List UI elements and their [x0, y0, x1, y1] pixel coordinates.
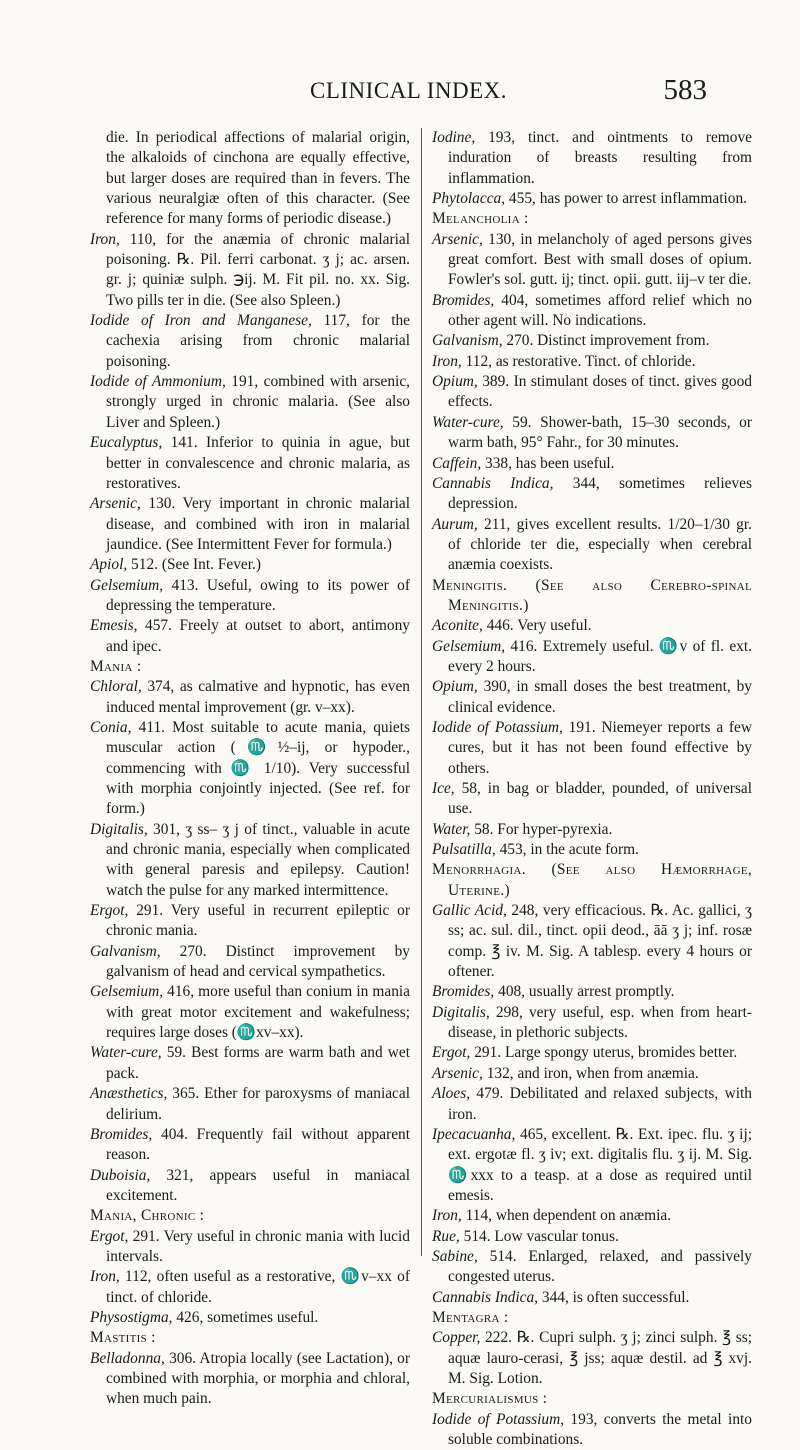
right-column	[432, 128, 752, 1450]
index-entry	[90, 1349, 410, 1410]
index-entry	[432, 352, 752, 372]
index-entry	[90, 901, 410, 942]
entry-text: 291. Very useful in chronic mania with lucid intervals.	[106, 1227, 410, 1265]
index-entry	[90, 820, 410, 901]
entry-term: Iodide of Ammonium,	[90, 373, 226, 391]
entry-text: 514. Enlarged, relaxed, and passively congested uterus.	[448, 1247, 752, 1286]
entry-text: 404, sometimes afford relief which no other agent will. No indications.	[448, 291, 752, 330]
entry-term: Galvanism,	[90, 942, 161, 960]
entry-text: 301, ʒ ss– ʒ j of tinct., valuable in acute and chronic mania, especially when complicated with general paresis and epilepsy. Caution! watch the pulse for any marked intermittence.	[106, 820, 410, 899]
section-heading: Mastitis :	[90, 1329, 156, 1347]
entry-text: 298, very useful, esp. when from heart-disease, in plethoric subjects.	[448, 1003, 752, 1042]
entry-text: 270. Distinct improvement from.	[502, 332, 710, 350]
running-header	[0, 72, 800, 112]
index-entry	[432, 413, 752, 454]
index-entry	[432, 372, 752, 413]
entry-term: Emesis,	[90, 617, 138, 635]
entry-text: 291. Very useful in recurrent epileptic or chronic mania.	[106, 902, 410, 940]
entry-text: 114, when dependent on anæmia.	[461, 1207, 672, 1225]
entry-term: Iodide of Potassium,	[432, 718, 563, 736]
index-entry	[90, 982, 410, 1043]
entry-term: Arsenic,	[432, 230, 483, 248]
entry-term: Anæsthetics,	[90, 1085, 168, 1103]
entry-term: Pulsatilla,	[432, 841, 496, 859]
index-entry	[432, 1003, 752, 1044]
entry-text: 211, gives excellent results. 1/20–1/30 gr. of chloride ter die, especially when cerebral anæmia coexists.	[448, 515, 752, 574]
entry-term: Ergot,	[432, 1044, 471, 1062]
entry-term: Aconite,	[432, 617, 483, 635]
section-heading: Mania, Chronic :	[90, 1207, 205, 1225]
entry-term: Caffein,	[432, 454, 482, 472]
index-entry	[432, 291, 752, 332]
index-entry	[432, 189, 752, 209]
entry-term: Gelsemium,	[90, 576, 164, 594]
entry-term: Digitalis,	[432, 1003, 490, 1021]
entry-text: 344, sometimes relieves depression.	[448, 474, 752, 513]
entry-term: Gallic Acid,	[432, 902, 507, 920]
entry-term: Bromides,	[90, 1125, 153, 1143]
index-entry	[432, 616, 752, 636]
entry-term: Ergot,	[90, 1227, 129, 1245]
entry-term: Ergot,	[90, 902, 129, 920]
entry-text: 141. Inferior to quinia in ague, but better in convalescence and chronic malaria, as restoratives.	[106, 434, 410, 492]
entry-text: 411. Most suitable to acute mania, quiets muscular action (♏½–ij, or hypoder., commencing with ♏ 1/10). Very successful with morphia conjointly injected. (See ref. for form.)	[106, 718, 410, 818]
continued-paragraph: die. In periodical affections of malarial origin, the alkaloids of cinchona are equally effective, but larger doses are required than in fevers. The various neuralgiæ often of this character. (See reference for many forms of periodic disease.)	[106, 129, 410, 228]
column-divider	[421, 128, 422, 1256]
entry-text: 130, in melancholy of aged persons gives great comfort. Best with small doses of opium. Fowler's sol. gutt. ij; tinct. opii. gutt. iij–v ter die.	[448, 230, 752, 289]
section-heading: Melancholia :	[432, 210, 529, 228]
entry-term: Arsenic,	[432, 1064, 483, 1082]
entry-text: 479. Debilitated and relaxed subjects, with iron.	[448, 1085, 752, 1123]
entry-term: Water-cure,	[90, 1044, 162, 1062]
entry-text: 374, as calmative and hypnotic, has even induced mental improvement (gr. v–xx).	[106, 678, 410, 716]
index-entry	[432, 128, 752, 189]
entry-text: 130. Very important in chronic malarial disease, and combined with iron in malarial jaundice. (See Intermittent Fever for formula.)	[106, 495, 410, 553]
index-entry	[90, 718, 410, 820]
page-number: 583	[663, 74, 707, 106]
entry-term: Chloral,	[90, 678, 142, 696]
entry-text: 112, often useful as a restorative, ♏v–xx of tinct. of chloride.	[106, 1268, 410, 1306]
entry-term: Cannabis Indica,	[432, 474, 554, 492]
entry-term: Iron,	[432, 352, 462, 370]
entry-term: Iodide of Iron and Manganese,	[90, 312, 312, 330]
index-entry	[90, 1227, 410, 1268]
entry-text: 453, in the acute form.	[495, 841, 639, 859]
index-entry	[432, 637, 752, 678]
index-entry	[90, 1084, 410, 1125]
entry-term: Water-cure,	[432, 413, 504, 431]
index-entry	[432, 230, 752, 291]
entry-term: Galvanism,	[432, 332, 503, 350]
entry-text: 222. ℞. Cupri sulph. ʒ j; zinci sulph. ℥ ss; aquæ lauro-cerasi, ℥ jss; aquæ destil. ad ℥ xvj. M. Sig. Lotion.	[448, 1329, 752, 1387]
index-entry	[432, 1227, 752, 1247]
index-entry	[432, 840, 752, 860]
index-entry	[432, 1043, 752, 1063]
entry-text: 112, as restorative. Tinct. of chloride.	[461, 352, 696, 370]
entry-term: Gelsemium,	[432, 637, 506, 655]
index-entry	[90, 576, 410, 617]
index-entry	[90, 230, 410, 311]
entry-text: 389. In stimulant doses of tinct. gives good effects.	[448, 373, 752, 411]
index-entry	[90, 494, 410, 555]
index-entry	[90, 1267, 410, 1308]
entry-term: Belladonna,	[90, 1349, 165, 1367]
entry-term: Physostigma,	[90, 1308, 173, 1326]
entry-text: 514. Low vascular tonus.	[459, 1227, 619, 1245]
entry-text: 404. Frequently fail without apparent reason.	[106, 1125, 410, 1164]
entry-text: 446. Very useful.	[482, 617, 592, 635]
index-entry	[90, 942, 410, 983]
entry-term: Iodine,	[432, 129, 476, 146]
index-entry	[432, 1084, 752, 1125]
entry-text: 457. Freely at outset to abort, antimony and ipec.	[106, 617, 410, 655]
entry-term: Gelsemium,	[90, 983, 164, 1001]
section-heading: Mentagra :	[432, 1308, 509, 1326]
index-entry	[432, 1206, 752, 1226]
entry-text: 426, sometimes useful.	[172, 1308, 319, 1326]
index-entry	[90, 311, 410, 372]
entry-term: Digitalis,	[90, 820, 148, 838]
index-entry	[432, 677, 752, 718]
entry-term: Ipecacuanha,	[432, 1125, 516, 1143]
index-entry	[432, 1125, 752, 1206]
index-entry	[432, 901, 752, 982]
index-entry	[432, 1288, 752, 1308]
entry-term: Iodide of Potassium,	[432, 1410, 565, 1428]
entry-term: Aloes,	[432, 1085, 471, 1103]
index-entry	[90, 1125, 410, 1166]
index-entry	[432, 474, 752, 515]
entry-term: Apiol,	[90, 556, 128, 574]
entry-term: Conia,	[90, 718, 132, 736]
entry-text: 191, combined with arsenic, strongly urged in chronic malaria. (See also Liver and Spleen.)	[106, 373, 410, 431]
entry-text: 117, for the cachexia arising from chronic malarial poisoning.	[106, 312, 411, 370]
running-title: CLINICAL INDEX.	[310, 78, 508, 103]
entry-term: Sabine,	[432, 1247, 478, 1265]
entry-text: 408, usually arrest promptly.	[494, 983, 675, 1001]
index-entry	[432, 1410, 752, 1450]
index-entry	[432, 982, 752, 1002]
entry-text: 321, appears useful in maniacal excitement.	[106, 1166, 410, 1204]
entry-text: 248, very efficacious. ℞. Ac. gallici, ʒ ss; ac. sul. dil., tinct. opii deod., āā ʒ j; inf. rosæ comp. ℥ iv. M. Sig. A tablesp. every 4 hours or oftener.	[448, 902, 752, 981]
left-column	[90, 128, 410, 1410]
entry-text: 58, in bag or bladder, pounded, of universal use.	[448, 780, 752, 818]
entry-text: 110, for the anæmia of chronic malarial poisoning. ℞. Pil. ferri carbonat. ʒ j; ac. arsen. gr. j; quiniæ sulph. ℈ij. M. Fit pil. no. xx. Sig. Two pills ter in die. (See also Spleen.)	[106, 230, 410, 309]
entry-text: 413. Useful, owing to its power of depressing the temperature.	[106, 576, 410, 614]
entry-term: Phytolacca,	[432, 190, 506, 208]
entry-text: 416, more useful than conium in mania with great motor excitement and wakefulness; requires large doses (♏xv–xx).	[106, 983, 410, 1042]
index-entry	[90, 616, 410, 657]
index-entry	[432, 1064, 752, 1084]
entry-term: Iron,	[90, 1268, 120, 1286]
entry-text: 193, converts the metal into soluble combinations.	[448, 1410, 752, 1448]
section-heading: Menorrhagia. (See also Hæmorrhage, Uterine.)	[432, 861, 752, 899]
entry-term: Eucalyptus,	[90, 434, 163, 452]
entry-text: 59. Best forms are warm bath and wet pack.	[106, 1044, 410, 1082]
index-entry	[90, 1308, 410, 1328]
index-entry	[432, 454, 752, 474]
section-heading: Mercurialismus :	[432, 1390, 548, 1408]
index-entry	[90, 1043, 410, 1084]
index-entry	[432, 1328, 752, 1389]
entry-text: 132, and iron, when from anæmia.	[482, 1064, 699, 1082]
entry-term: Copper,	[432, 1329, 481, 1347]
entry-term: Bromides,	[432, 983, 495, 1001]
entry-text: 365. Ether for paroxysms of maniacal delirium.	[106, 1085, 410, 1123]
entry-term: Opium,	[432, 373, 478, 391]
entry-term: Iron,	[432, 1207, 462, 1225]
entry-text: 59. Shower-bath, 15–30 seconds, or warm bath, 95° Fahr., for 30 minutes.	[448, 413, 752, 452]
index-entry	[432, 515, 752, 576]
section-heading: Meningitis. (See also Cerebro-spinal Meningitis.)	[432, 576, 752, 614]
entry-term: Arsenic,	[90, 495, 141, 513]
index-entry	[90, 677, 410, 718]
entry-text: 390, in small doses the best treatment, by clinical evidence.	[448, 678, 752, 716]
section-heading: Mania :	[90, 657, 142, 675]
entry-term: Opium,	[432, 678, 478, 696]
index-entry	[432, 820, 752, 840]
entry-text: 465, excellent. ℞. Ext. ipec. flu. ʒ ij; ext. ergotæ fl. ʒ iv; ext. digitalis flu. ʒ ij. M. Sig. ♏xxx to a teasp. at a dose as required until emesis.	[448, 1125, 752, 1204]
entry-text: 191. Niemeyer reports a few cures, but it has not been found effective by others.	[448, 718, 752, 777]
entry-text: 58. For hyper-pyrexia.	[470, 820, 613, 838]
index-entry	[432, 331, 752, 351]
entry-text: 344, is often successful.	[538, 1288, 690, 1306]
entry-text: 306. Atropia locally (see Lactation), or combined with morphia, or morphia and chloral, when much pain.	[106, 1349, 410, 1408]
entry-text: 291. Large spongy uterus, bromides better.	[470, 1044, 738, 1062]
entry-text: 193, tinct. and ointments to remove induration of breasts resulting from inflammation.	[448, 129, 752, 187]
index-entry	[90, 372, 410, 433]
entry-text: 512. (See Int. Fever.)	[127, 556, 261, 574]
entry-term: Ice,	[432, 780, 455, 797]
index-entry	[90, 555, 410, 575]
entry-text: 455, has power to arrest inflammation.	[505, 190, 747, 208]
entry-term: Rue,	[432, 1227, 460, 1245]
entry-term: Cannabis Indica,	[432, 1288, 539, 1306]
entry-text: 416. Extremely useful. ♏v of fl. ext. every 2 hours.	[448, 637, 752, 675]
entry-term: Iron,	[90, 230, 120, 248]
index-entry	[432, 779, 752, 820]
entry-text: 338, has been useful.	[481, 454, 615, 472]
index-entry	[90, 433, 410, 494]
index-entry	[432, 1247, 752, 1288]
index-entry	[432, 718, 752, 779]
entry-text: 270. Distinct improvement by galvanism of head and cervical sympathetics.	[106, 942, 410, 981]
entry-term: Duboisia,	[90, 1166, 151, 1184]
entry-term: Water,	[432, 820, 471, 838]
entry-term: Aurum,	[432, 515, 478, 533]
entry-term: Bromides,	[432, 291, 495, 309]
index-entry	[90, 1166, 410, 1207]
